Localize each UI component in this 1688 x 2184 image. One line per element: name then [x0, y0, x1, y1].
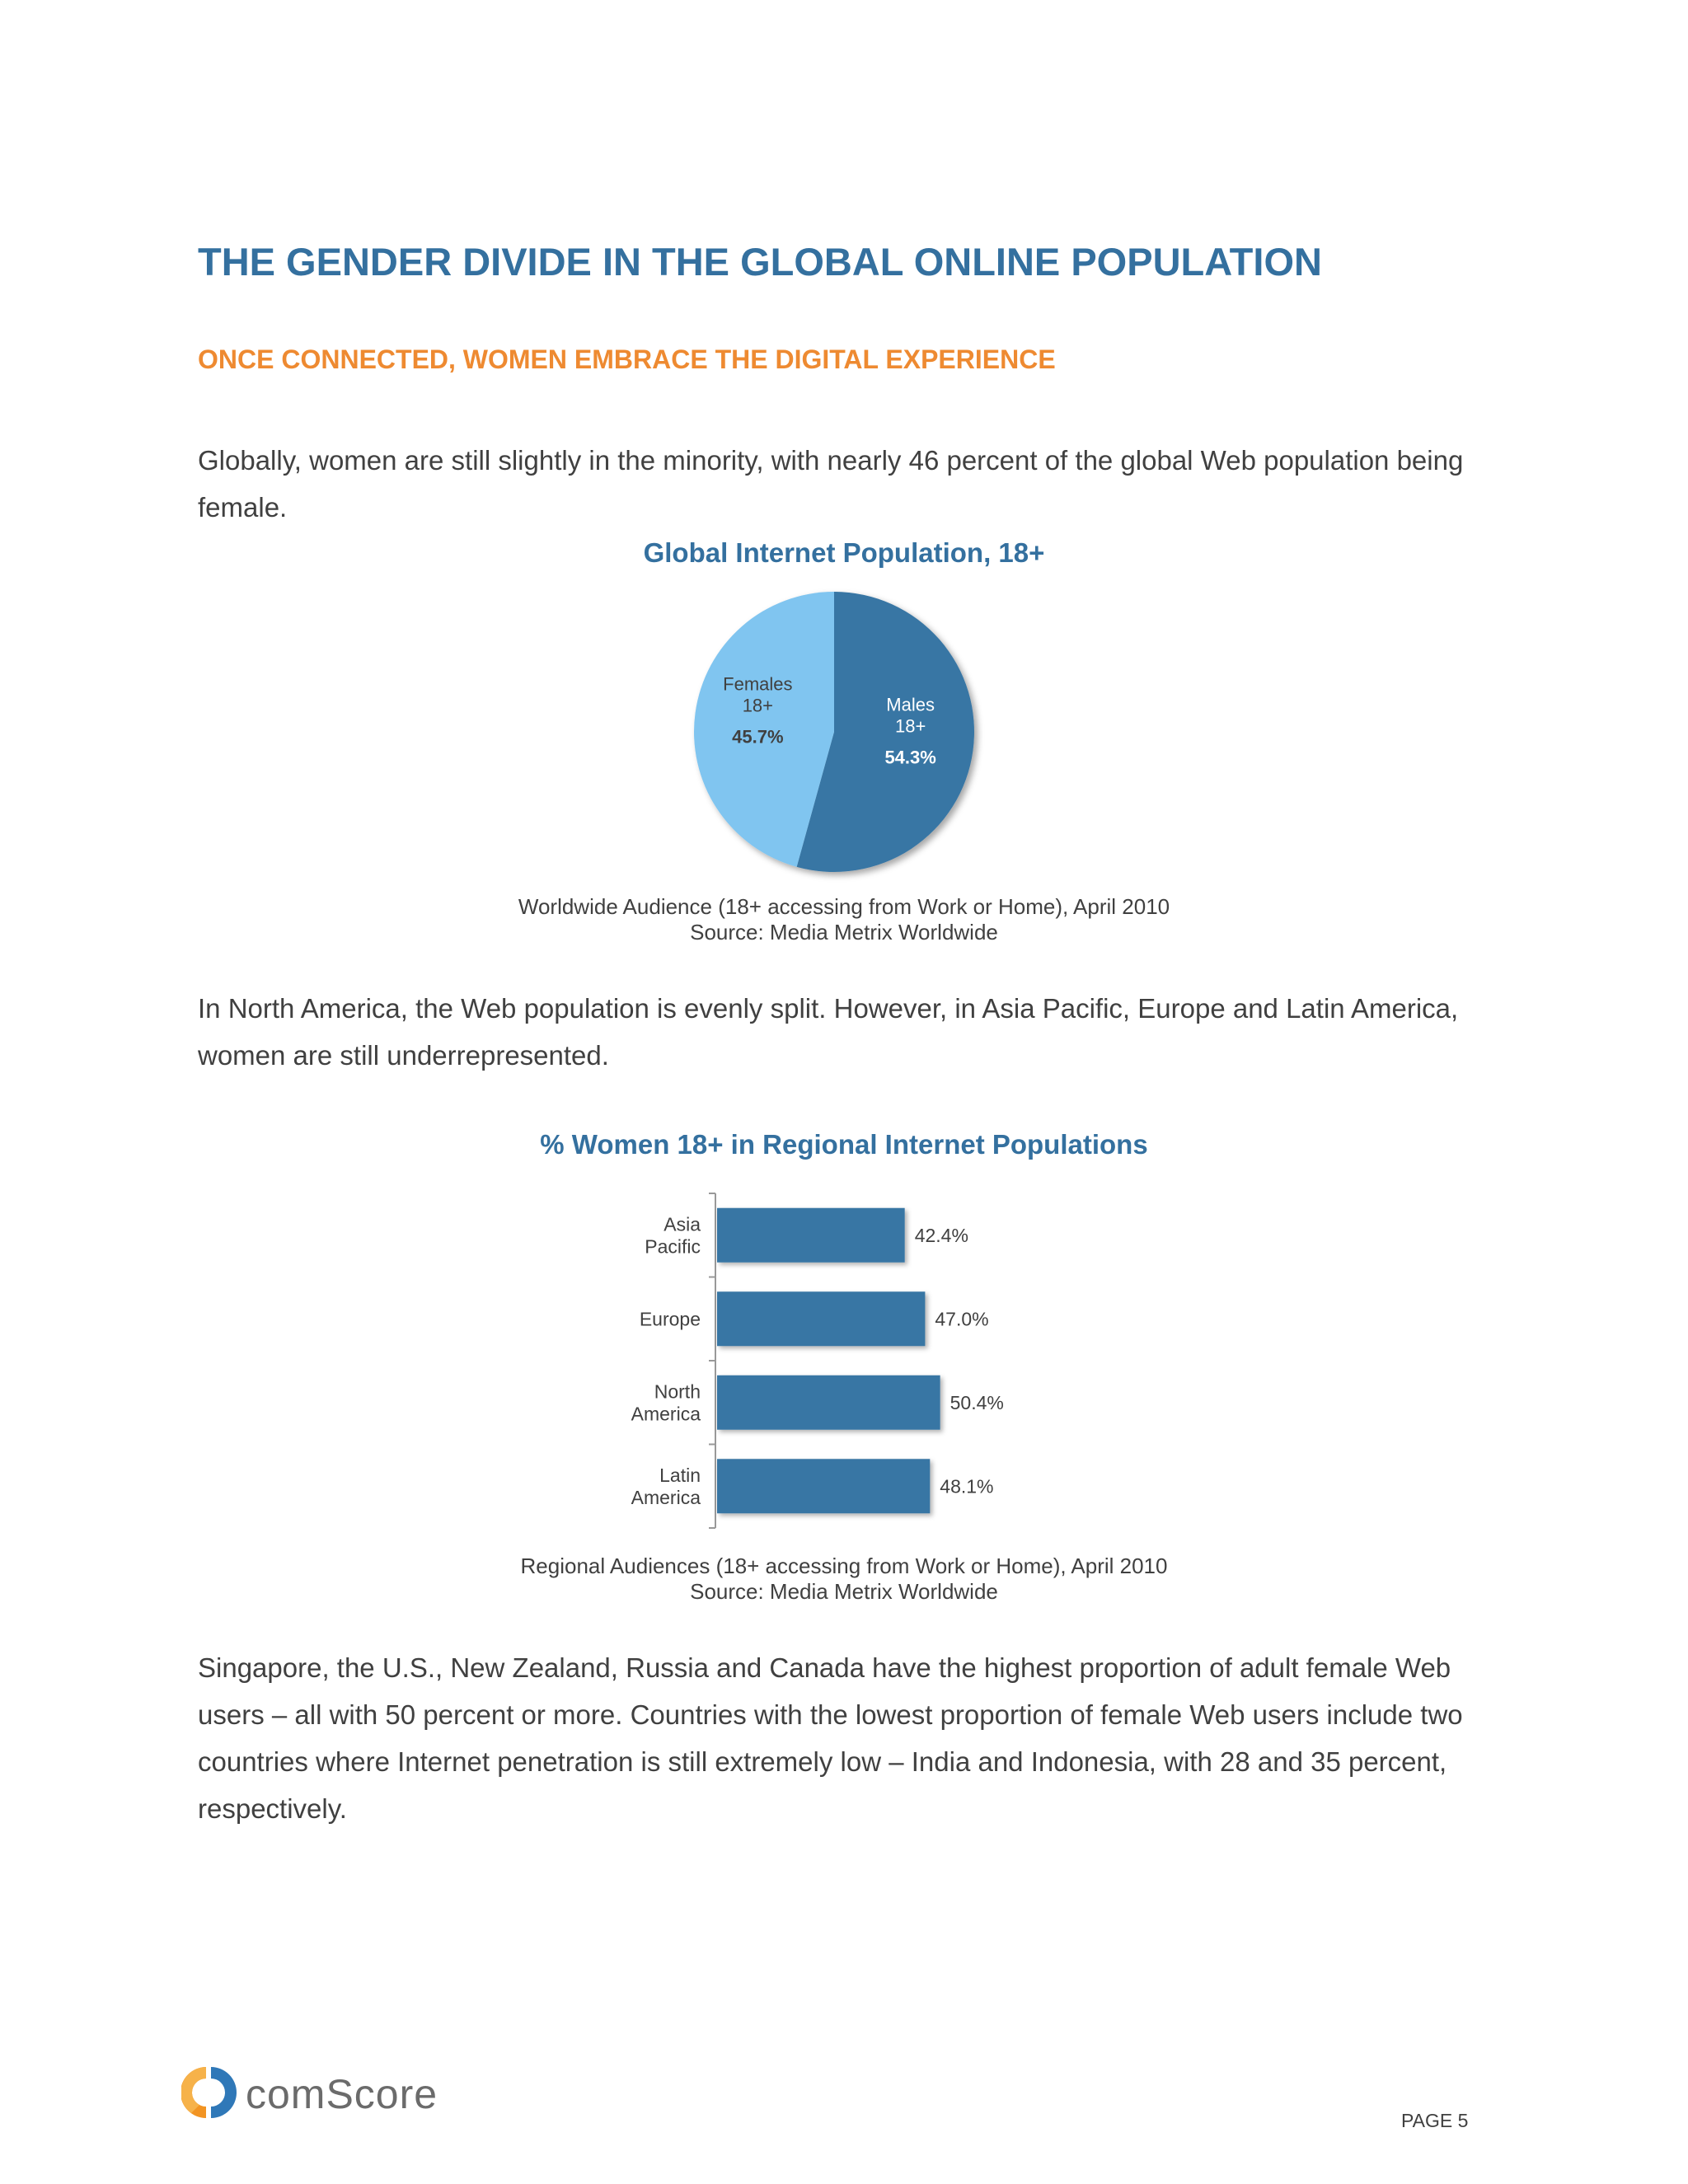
bar-chart-caption — [0, 1554, 1688, 1605]
bar-value-label: 48.1% — [940, 1475, 994, 1497]
bar-3 — [717, 1459, 930, 1513]
bar-category-label: America — [631, 1486, 701, 1508]
page-title: THE GENDER DIVIDE IN THE GLOBAL ONLINE POPULATION — [198, 240, 1322, 284]
bar-2 — [717, 1376, 940, 1430]
bar-category-label: America — [631, 1403, 701, 1425]
pie-label-females-age: 18+ — [742, 695, 774, 716]
bar-value-label: 42.4% — [914, 1224, 968, 1246]
bar-value-label: 50.4% — [950, 1391, 1004, 1413]
pie-value-males: 54.3% — [884, 747, 936, 768]
bar-category-label: Europe — [639, 1308, 701, 1330]
bar-source-line: Source: Media Metrix Worldwide — [690, 1579, 998, 1604]
bar-category-label: Latin — [659, 1464, 701, 1486]
page-number: PAGE 5 — [1401, 2110, 1469, 2131]
bar-value-label: 47.0% — [935, 1308, 989, 1330]
comscore-logo — [181, 2060, 511, 2126]
bar-chart-title: % Women 18+ in Regional Internet Populations — [540, 1129, 1148, 1160]
pie-value-females: 45.7% — [732, 726, 784, 748]
comscore-logo-mark-icon — [181, 2067, 237, 2118]
section-subtitle: ONCE CONNECTED, WOMEN EMBRACE THE DIGITAL EXPERIENCE — [198, 344, 1056, 374]
bar-category-label: Pacific — [645, 1235, 701, 1258]
pie-label-males: Males — [886, 694, 935, 715]
pie-source-line: Source: Media Metrix Worldwide — [690, 920, 998, 944]
bar-1 — [717, 1291, 925, 1346]
bar-0 — [717, 1208, 905, 1263]
bar-category-label: Asia — [663, 1213, 701, 1235]
pie-label-females: Females — [723, 673, 793, 695]
pie-label-males-age: 18+ — [894, 715, 926, 737]
comscore-logo-wordmark: comScore — [246, 2071, 438, 2117]
bar-category-label: North — [654, 1380, 701, 1403]
pie-chart-title: Global Internet Population, 18+ — [643, 537, 1045, 568]
paragraph-regional: In North America, the Web population is evenly split. However, in Asia Pacific, Europe and Latin America, women are still underrepresented. — [198, 993, 1459, 1071]
paragraph-countries: Singapore, the U.S., New Zealand, Russia and Canada have the highest proportion of adult female Web users – all with 50 percent or more. Countries with the lowest proportion of female Web users include two countries where Internet penetration is still extremely low – India and Indonesia, with 28 and 35 percent, respectively. — [198, 1652, 1463, 1824]
bar-caption-line: Regional Audiences (18+ accessing from Work or Home), April 2010 — [520, 1554, 1168, 1578]
paragraph-global: Globally, women are still slightly in the minority, with nearly 46 percent of the global Web population being female. — [198, 445, 1464, 523]
pie-caption-line: Worldwide Audience (18+ accessing from Work or Home), April 2010 — [518, 894, 1170, 919]
